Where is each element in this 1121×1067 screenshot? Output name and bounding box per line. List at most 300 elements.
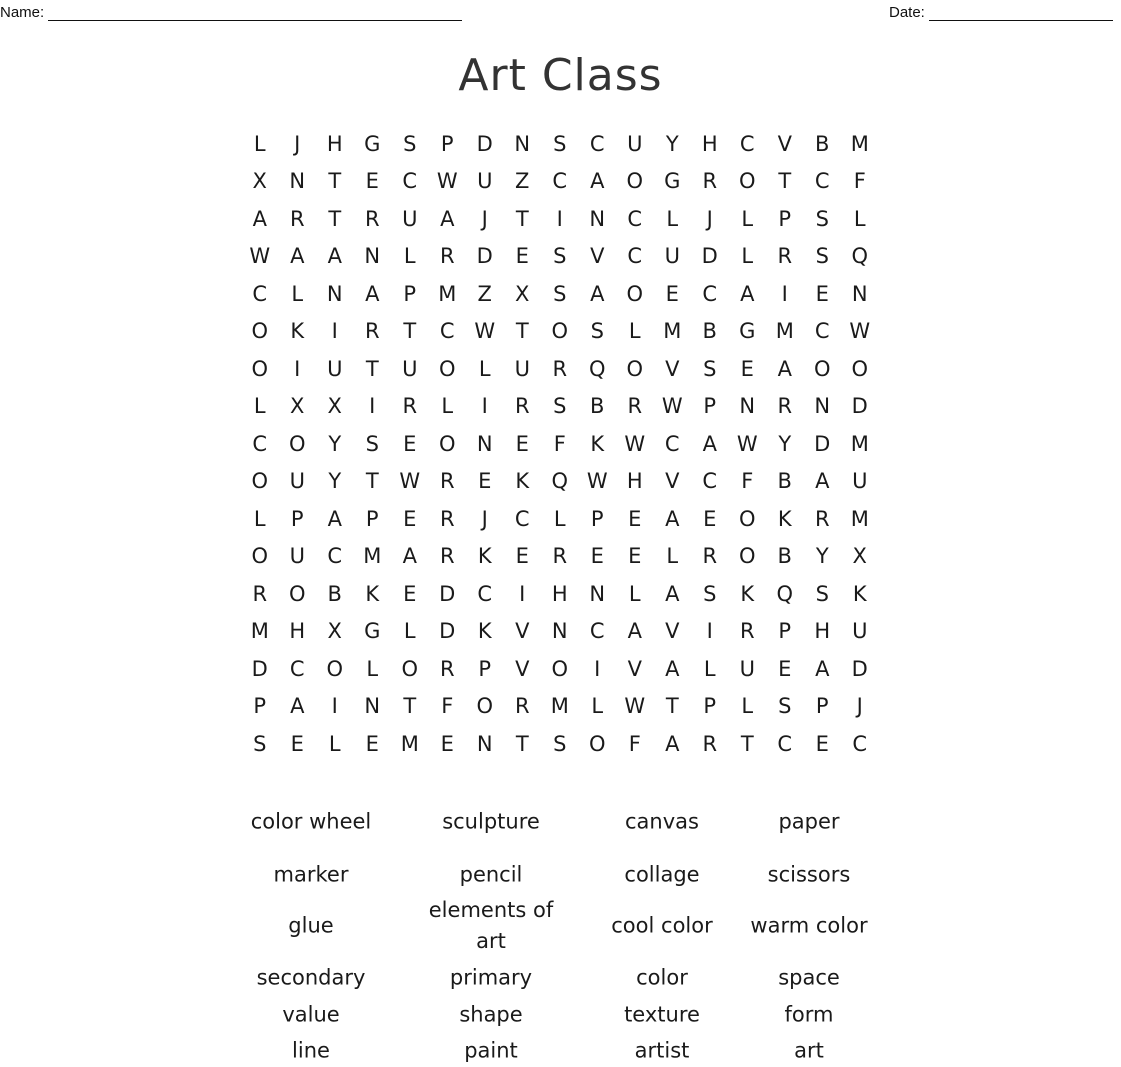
- grid-letter[interactable]: B: [777, 469, 792, 494]
- grid-letter[interactable]: R: [439, 544, 455, 569]
- grid-letter[interactable]: S: [703, 581, 717, 606]
- grid-letter[interactable]: A: [777, 356, 792, 381]
- grid-letter[interactable]: O: [251, 469, 269, 494]
- grid-letter[interactable]: C: [627, 244, 643, 269]
- grid-letter[interactable]: G: [364, 131, 381, 156]
- grid-letter[interactable]: Q: [551, 469, 569, 494]
- grid-letter[interactable]: P: [703, 694, 717, 719]
- grid-letter[interactable]: U: [852, 619, 868, 644]
- grid-letter[interactable]: G: [664, 169, 681, 194]
- grid-letter[interactable]: Q: [776, 581, 794, 606]
- grid-letter[interactable]: K: [477, 619, 492, 644]
- grid-letter[interactable]: T: [515, 206, 529, 231]
- grid-letter[interactable]: W: [849, 319, 871, 344]
- grid-letter[interactable]: V: [665, 469, 680, 494]
- grid-letter[interactable]: D: [701, 244, 718, 269]
- grid-letter[interactable]: A: [590, 281, 605, 306]
- grid-letter[interactable]: R: [252, 581, 268, 606]
- grid-letter[interactable]: E: [628, 544, 642, 569]
- grid-letter[interactable]: S: [703, 356, 717, 381]
- grid-letter[interactable]: X: [515, 281, 530, 306]
- grid-letter[interactable]: Y: [328, 469, 342, 494]
- grid-letter[interactable]: X: [290, 394, 305, 419]
- grid-letter[interactable]: C: [777, 731, 793, 756]
- grid-letter[interactable]: V: [515, 619, 530, 644]
- grid-letter[interactable]: A: [365, 281, 380, 306]
- grid-letter[interactable]: R: [289, 206, 305, 231]
- grid-letter[interactable]: R: [552, 356, 568, 381]
- word-bank-item: pencil: [459, 862, 523, 887]
- grid-letter[interactable]: W: [249, 244, 271, 269]
- grid-letter[interactable]: D: [476, 244, 493, 269]
- grid-letter[interactable]: E: [403, 431, 417, 456]
- grid-letter[interactable]: L: [703, 656, 716, 681]
- grid-letter[interactable]: M: [850, 506, 869, 531]
- grid-letter[interactable]: E: [403, 506, 417, 531]
- grid-letter[interactable]: U: [289, 469, 305, 494]
- grid-letter[interactable]: D: [851, 656, 868, 681]
- grid-letter[interactable]: V: [665, 619, 680, 644]
- grid-letter[interactable]: A: [815, 656, 830, 681]
- grid-letter[interactable]: T: [403, 694, 417, 719]
- grid-letter[interactable]: O: [738, 506, 756, 531]
- grid-letter[interactable]: C: [477, 581, 493, 606]
- grid-letter[interactable]: O: [476, 694, 494, 719]
- grid-letter[interactable]: S: [253, 731, 267, 756]
- grid-letter[interactable]: I: [369, 394, 376, 419]
- name-blank-line[interactable]: [48, 5, 462, 21]
- grid-letter[interactable]: O: [551, 656, 569, 681]
- grid-letter[interactable]: X: [327, 619, 342, 644]
- grid-letter[interactable]: D: [439, 619, 456, 644]
- grid-letter[interactable]: L: [741, 206, 754, 231]
- grid-letter[interactable]: F: [441, 694, 454, 719]
- grid-letter[interactable]: U: [477, 169, 493, 194]
- grid-letter[interactable]: S: [815, 244, 829, 269]
- grid-letter[interactable]: S: [553, 131, 567, 156]
- grid-letter[interactable]: D: [851, 394, 868, 419]
- grid-letter[interactable]: O: [551, 319, 569, 344]
- grid-letter[interactable]: E: [440, 731, 454, 756]
- grid-letter[interactable]: K: [290, 319, 305, 344]
- grid-letter[interactable]: N: [739, 394, 756, 419]
- grid-letter[interactable]: M: [250, 619, 269, 644]
- grid-letter[interactable]: K: [852, 581, 867, 606]
- grid-letter[interactable]: I: [519, 581, 526, 606]
- page-title: Art Class: [458, 50, 663, 101]
- grid-letter[interactable]: H: [626, 469, 643, 494]
- grid-letter[interactable]: E: [703, 506, 717, 531]
- grid-letter[interactable]: N: [364, 694, 381, 719]
- grid-letter[interactable]: I: [481, 394, 488, 419]
- grid-letter[interactable]: S: [553, 731, 567, 756]
- grid-letter[interactable]: S: [778, 694, 792, 719]
- grid-letter[interactable]: J: [706, 206, 713, 231]
- grid-letter[interactable]: E: [478, 469, 492, 494]
- grid-letter[interactable]: L: [478, 356, 491, 381]
- grid-letter[interactable]: R: [777, 244, 793, 269]
- grid-letter[interactable]: N: [476, 431, 493, 456]
- grid-letter[interactable]: C: [814, 169, 830, 194]
- grid-letter[interactable]: M: [363, 544, 382, 569]
- grid-letter[interactable]: W: [474, 319, 496, 344]
- grid-letter[interactable]: S: [553, 244, 567, 269]
- grid-letter[interactable]: L: [853, 206, 866, 231]
- grid-letter[interactable]: V: [515, 656, 530, 681]
- grid-letter[interactable]: O: [738, 169, 756, 194]
- grid-letter[interactable]: B: [327, 581, 342, 606]
- grid-letter[interactable]: L: [366, 656, 379, 681]
- grid-letter[interactable]: B: [815, 131, 830, 156]
- grid-letter[interactable]: R: [364, 206, 380, 231]
- grid-letter[interactable]: O: [401, 656, 419, 681]
- grid-letter[interactable]: A: [290, 244, 305, 269]
- grid-letter[interactable]: E: [515, 244, 529, 269]
- grid-letter[interactable]: W: [624, 431, 646, 456]
- grid-letter[interactable]: O: [288, 431, 306, 456]
- grid-letter[interactable]: P: [403, 281, 417, 306]
- grid-letter[interactable]: L: [666, 206, 679, 231]
- grid-letter[interactable]: O: [626, 356, 644, 381]
- grid-letter[interactable]: L: [291, 281, 304, 306]
- grid-letter[interactable]: C: [739, 131, 755, 156]
- grid-letter[interactable]: A: [665, 656, 680, 681]
- grid-letter[interactable]: A: [665, 731, 680, 756]
- grid-letter[interactable]: E: [515, 544, 529, 569]
- grid-letter[interactable]: H: [289, 619, 306, 644]
- grid-letter[interactable]: C: [627, 206, 643, 231]
- grid-letter[interactable]: R: [402, 394, 418, 419]
- grid-letter[interactable]: S: [815, 581, 829, 606]
- grid-letter[interactable]: B: [702, 319, 717, 344]
- grid-letter[interactable]: E: [665, 281, 679, 306]
- grid-letter[interactable]: L: [328, 731, 341, 756]
- grid-letter[interactable]: M: [438, 281, 457, 306]
- grid-letter[interactable]: R: [627, 394, 643, 419]
- grid-letter[interactable]: R: [702, 169, 718, 194]
- grid-letter[interactable]: Y: [778, 431, 792, 456]
- grid-letter[interactable]: A: [327, 244, 342, 269]
- grid-letter[interactable]: W: [736, 431, 758, 456]
- grid-letter[interactable]: P: [703, 394, 717, 419]
- grid-letter[interactable]: P: [778, 619, 792, 644]
- grid-letter[interactable]: M: [850, 431, 869, 456]
- grid-letter[interactable]: H: [814, 619, 831, 644]
- grid-letter[interactable]: R: [514, 694, 530, 719]
- grid-letter[interactable]: C: [252, 431, 268, 456]
- name-field[interactable]: [0, 4, 462, 21]
- grid-letter[interactable]: A: [627, 619, 642, 644]
- grid-letter[interactable]: O: [288, 581, 306, 606]
- grid-letter[interactable]: A: [665, 581, 680, 606]
- grid-letter[interactable]: T: [328, 169, 342, 194]
- grid-letter[interactable]: W: [586, 469, 608, 494]
- grid-letter[interactable]: M: [775, 319, 794, 344]
- grid-letter[interactable]: O: [438, 356, 456, 381]
- grid-letter[interactable]: H: [326, 131, 343, 156]
- grid-letter[interactable]: S: [590, 319, 604, 344]
- grid-letter[interactable]: E: [403, 581, 417, 606]
- grid-letter[interactable]: L: [666, 544, 679, 569]
- word-bank-item: color: [636, 965, 688, 990]
- grid-letter[interactable]: C: [702, 281, 718, 306]
- grid-letter[interactable]: E: [628, 506, 642, 531]
- grid-letter[interactable]: W: [399, 469, 421, 494]
- grid-letter[interactable]: L: [591, 694, 604, 719]
- grid-letter[interactable]: Y: [815, 544, 829, 569]
- grid-letter[interactable]: C: [852, 731, 868, 756]
- grid-letter[interactable]: U: [664, 244, 680, 269]
- grid-letter[interactable]: O: [851, 356, 869, 381]
- grid-letter[interactable]: Z: [515, 169, 530, 194]
- grid-letter[interactable]: L: [628, 319, 641, 344]
- grid-letter[interactable]: O: [251, 319, 269, 344]
- grid-letter[interactable]: H: [551, 581, 568, 606]
- grid-letter[interactable]: I: [294, 356, 301, 381]
- grid-letter[interactable]: J: [294, 131, 301, 156]
- grid-letter[interactable]: Q: [588, 356, 606, 381]
- grid-letter[interactable]: O: [813, 356, 831, 381]
- grid-letter[interactable]: U: [289, 544, 305, 569]
- grid-letter[interactable]: E: [815, 281, 829, 306]
- grid-letter[interactable]: A: [440, 206, 455, 231]
- grid-letter[interactable]: O: [738, 544, 756, 569]
- grid-letter[interactable]: K: [740, 581, 755, 606]
- grid-letter[interactable]: A: [665, 506, 680, 531]
- grid-letter[interactable]: N: [851, 281, 868, 306]
- grid-letter[interactable]: I: [594, 656, 601, 681]
- grid-letter[interactable]: R: [777, 394, 793, 419]
- grid-letter[interactable]: S: [553, 281, 567, 306]
- grid-letter[interactable]: J: [856, 694, 863, 719]
- grid-letter[interactable]: F: [553, 431, 566, 456]
- grid-letter[interactable]: U: [739, 656, 755, 681]
- grid-letter[interactable]: E: [740, 356, 754, 381]
- grid-letter[interactable]: L: [403, 619, 416, 644]
- grid-letter[interactable]: N: [589, 581, 606, 606]
- grid-letter[interactable]: I: [331, 694, 338, 719]
- grid-letter[interactable]: I: [556, 206, 563, 231]
- grid-letter[interactable]: R: [364, 319, 380, 344]
- grid-letter[interactable]: T: [778, 169, 792, 194]
- grid-letter[interactable]: R: [439, 506, 455, 531]
- date-blank-line[interactable]: [929, 5, 1113, 21]
- grid-letter[interactable]: W: [624, 694, 646, 719]
- grid-letter[interactable]: D: [439, 581, 456, 606]
- grid-letter[interactable]: R: [702, 731, 718, 756]
- grid-letter[interactable]: X: [252, 169, 267, 194]
- grid-letter[interactable]: A: [702, 431, 717, 456]
- grid-letter[interactable]: F: [853, 169, 866, 194]
- grid-letter[interactable]: O: [438, 431, 456, 456]
- grid-letter[interactable]: C: [252, 281, 268, 306]
- grid-letter[interactable]: A: [402, 544, 417, 569]
- grid-letter[interactable]: D: [814, 431, 831, 456]
- grid-letter[interactable]: Q: [851, 244, 869, 269]
- grid-letter[interactable]: S: [553, 394, 567, 419]
- grid-letter[interactable]: P: [590, 506, 604, 531]
- grid-letter[interactable]: C: [402, 169, 418, 194]
- grid-letter[interactable]: T: [403, 319, 417, 344]
- grid-letter[interactable]: S: [403, 131, 417, 156]
- grid-letter[interactable]: M: [850, 131, 869, 156]
- grid-letter[interactable]: A: [590, 169, 605, 194]
- grid-letter[interactable]: R: [814, 506, 830, 531]
- grid-letter[interactable]: D: [251, 656, 268, 681]
- grid-letter[interactable]: C: [439, 319, 455, 344]
- grid-letter[interactable]: V: [777, 131, 792, 156]
- grid-letter[interactable]: T: [740, 731, 754, 756]
- grid-letter[interactable]: X: [852, 544, 867, 569]
- grid-letter[interactable]: A: [740, 281, 755, 306]
- grid-letter[interactable]: T: [515, 731, 529, 756]
- grid-letter[interactable]: A: [815, 469, 830, 494]
- grid-letter[interactable]: K: [365, 581, 380, 606]
- grid-letter[interactable]: N: [326, 281, 343, 306]
- grid-letter[interactable]: L: [741, 694, 754, 719]
- grid-letter[interactable]: O: [626, 169, 644, 194]
- grid-letter[interactable]: J: [481, 506, 488, 531]
- grid-letter[interactable]: F: [628, 731, 641, 756]
- grid-letter[interactable]: I: [706, 619, 713, 644]
- grid-letter[interactable]: I: [331, 319, 338, 344]
- grid-letter[interactable]: N: [814, 394, 831, 419]
- grid-letter[interactable]: P: [778, 206, 792, 231]
- grid-letter[interactable]: K: [515, 469, 530, 494]
- grid-letter[interactable]: P: [290, 506, 304, 531]
- grid-letter[interactable]: K: [777, 506, 792, 531]
- date-field[interactable]: [889, 4, 1113, 21]
- grid-letter[interactable]: M: [663, 319, 682, 344]
- grid-letter[interactable]: L: [253, 394, 266, 419]
- grid-letter[interactable]: S: [365, 431, 379, 456]
- grid-letter[interactable]: L: [441, 394, 454, 419]
- grid-letter[interactable]: U: [852, 469, 868, 494]
- grid-letter[interactable]: J: [481, 206, 488, 231]
- grid-letter[interactable]: K: [477, 544, 492, 569]
- grid-letter[interactable]: C: [552, 169, 568, 194]
- grid-letter[interactable]: W: [436, 169, 458, 194]
- grid-letter[interactable]: O: [588, 731, 606, 756]
- grid-letter[interactable]: U: [402, 356, 418, 381]
- grid-letter[interactable]: N: [589, 206, 606, 231]
- grid-letter[interactable]: C: [702, 469, 718, 494]
- grid-letter[interactable]: W: [661, 394, 683, 419]
- grid-letter[interactable]: S: [815, 206, 829, 231]
- grid-letter[interactable]: R: [439, 469, 455, 494]
- grid-letter[interactable]: P: [478, 656, 492, 681]
- grid-letter[interactable]: C: [664, 431, 680, 456]
- grid-letter[interactable]: C: [514, 506, 530, 531]
- grid-letter[interactable]: I: [781, 281, 788, 306]
- grid-letter[interactable]: R: [514, 394, 530, 419]
- grid-letter[interactable]: P: [815, 694, 829, 719]
- grid-letter[interactable]: A: [327, 506, 342, 531]
- grid-letter[interactable]: Y: [328, 431, 342, 456]
- grid-letter[interactable]: N: [364, 244, 381, 269]
- grid-letter[interactable]: F: [741, 469, 754, 494]
- grid-letter[interactable]: H: [701, 131, 718, 156]
- grid-letter[interactable]: B: [777, 544, 792, 569]
- grid-letter[interactable]: T: [365, 469, 379, 494]
- grid-letter[interactable]: R: [552, 544, 568, 569]
- grid-letter[interactable]: P: [440, 131, 454, 156]
- grid-letter[interactable]: L: [553, 506, 566, 531]
- grid-letter[interactable]: O: [251, 356, 269, 381]
- grid-letter[interactable]: G: [364, 619, 381, 644]
- grid-letter[interactable]: Y: [665, 131, 679, 156]
- grid-letter[interactable]: U: [327, 356, 343, 381]
- grid-letter[interactable]: A: [290, 694, 305, 719]
- grid-letter[interactable]: V: [590, 244, 605, 269]
- grid-letter[interactable]: E: [365, 731, 379, 756]
- grid-letter[interactable]: E: [815, 731, 829, 756]
- grid-letter[interactable]: V: [665, 356, 680, 381]
- grid-letter[interactable]: R: [702, 544, 718, 569]
- grid-letter[interactable]: E: [778, 656, 792, 681]
- grid-letter[interactable]: T: [328, 206, 342, 231]
- grid-letter[interactable]: C: [814, 319, 830, 344]
- grid-letter[interactable]: R: [439, 656, 455, 681]
- grid-letter[interactable]: X: [327, 394, 342, 419]
- grid-letter[interactable]: L: [741, 244, 754, 269]
- grid-letter[interactable]: N: [551, 619, 568, 644]
- grid-letter[interactable]: Z: [477, 281, 492, 306]
- grid-letter[interactable]: E: [365, 169, 379, 194]
- grid-letter[interactable]: C: [289, 656, 305, 681]
- grid-letter[interactable]: C: [589, 619, 605, 644]
- grid-letter[interactable]: U: [514, 356, 530, 381]
- grid-letter[interactable]: C: [327, 544, 343, 569]
- grid-letter[interactable]: L: [628, 581, 641, 606]
- grid-letter[interactable]: N: [514, 131, 531, 156]
- grid-letter[interactable]: E: [590, 544, 604, 569]
- grid-letter[interactable]: O: [626, 281, 644, 306]
- grid-letter[interactable]: M: [400, 731, 419, 756]
- grid-letter[interactable]: T: [665, 694, 679, 719]
- grid-letter[interactable]: R: [739, 619, 755, 644]
- grid-letter[interactable]: U: [402, 206, 418, 231]
- grid-letter[interactable]: B: [590, 394, 605, 419]
- grid-letter[interactable]: N: [476, 731, 493, 756]
- grid-letter[interactable]: D: [476, 131, 493, 156]
- grid-letter[interactable]: N: [289, 169, 306, 194]
- grid-letter[interactable]: T: [515, 319, 529, 344]
- grid-letter[interactable]: E: [515, 431, 529, 456]
- grid-letter[interactable]: U: [627, 131, 643, 156]
- grid-letter[interactable]: P: [365, 506, 379, 531]
- grid-letter[interactable]: K: [590, 431, 605, 456]
- grid-letter[interactable]: O: [251, 544, 269, 569]
- grid-letter[interactable]: L: [403, 244, 416, 269]
- grid-letter[interactable]: P: [253, 694, 267, 719]
- word-bank-item: canvas: [625, 809, 699, 834]
- grid-letter[interactable]: C: [589, 131, 605, 156]
- word-bank-item: marker: [273, 862, 349, 887]
- grid-letter[interactable]: G: [739, 319, 756, 344]
- word-bank-item: artist: [634, 1038, 690, 1063]
- grid-letter[interactable]: E: [290, 731, 304, 756]
- grid-letter[interactable]: T: [365, 356, 379, 381]
- grid-letter[interactable]: O: [326, 656, 344, 681]
- grid-letter[interactable]: L: [253, 131, 266, 156]
- grid-letter[interactable]: A: [252, 206, 267, 231]
- word-bank-item: shape: [459, 1002, 523, 1027]
- grid-letter[interactable]: V: [627, 656, 642, 681]
- grid-letter[interactable]: R: [439, 244, 455, 269]
- grid-letter[interactable]: M: [550, 694, 569, 719]
- grid-letter[interactable]: L: [253, 506, 266, 531]
